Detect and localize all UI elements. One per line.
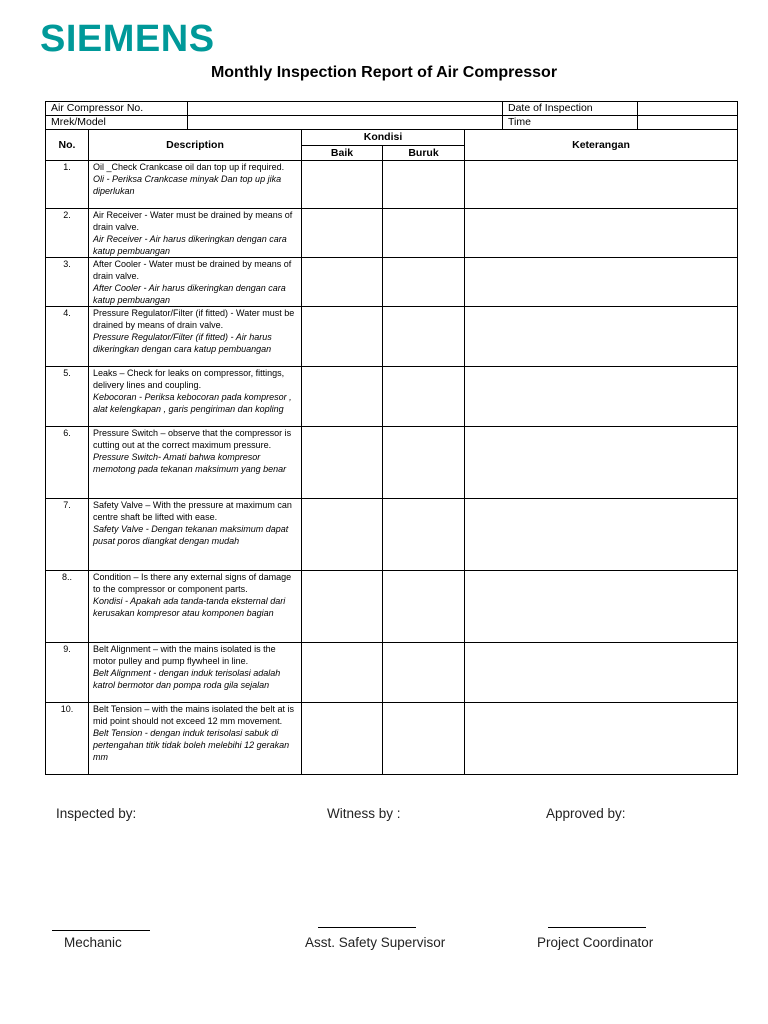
date-of-inspection-field[interactable] xyxy=(638,102,738,116)
description-english: Oil _Check Crankcase oil dan top up if required. xyxy=(93,162,285,172)
table-header-row xyxy=(46,130,738,146)
compressor-no-field[interactable] xyxy=(188,102,503,116)
table-row xyxy=(46,258,738,307)
description-english: Condition – Is there any external signs of damage to the compressor or component parts. xyxy=(93,572,292,594)
buruk-cell[interactable] xyxy=(383,643,465,703)
col-buruk-header: Buruk xyxy=(383,145,465,161)
row-number: 3. xyxy=(46,258,89,307)
project-coordinator-label: Project Coordinator xyxy=(537,935,654,950)
buruk-cell[interactable] xyxy=(383,258,465,307)
row-description xyxy=(89,703,302,775)
table-row xyxy=(46,307,738,367)
report-title: Monthly Inspection Report of Air Compressor xyxy=(210,64,558,81)
row-number: 8.. xyxy=(46,571,89,643)
row-number: 5. xyxy=(46,367,89,427)
buruk-cell[interactable] xyxy=(383,427,465,499)
row-description xyxy=(89,643,302,703)
description-english: Pressure Regulator/Filter (if fitted) - Water must be drained by means of drain valve. xyxy=(93,308,295,330)
description-indonesian: Belt Alignment - dengan induk terisolasi adalah katrol bermotor dan pompa roda gila sejalan xyxy=(93,668,281,690)
table-row xyxy=(46,703,738,775)
description-english: Air Receiver - Water must be drained by means of drain valve. xyxy=(93,210,293,232)
description-indonesian: Oli - Periksa Crankcase minyak Dan top up jika diperlukan xyxy=(93,174,282,196)
table-row xyxy=(46,571,738,643)
row-number: 2. xyxy=(46,209,89,258)
mechanic-signature-line xyxy=(52,930,150,931)
baik-cell[interactable] xyxy=(302,367,383,427)
baik-cell[interactable] xyxy=(302,161,383,209)
description-indonesian: Safety Valve - Dengan tekanan maksimum dapat pusat poros diangkat dengan mudah xyxy=(93,524,289,546)
description-english: Safety Valve – With the pressure at maximum can centre shaft be lifted with ease. xyxy=(93,500,292,522)
date-of-inspection-label: Date of Inspection xyxy=(503,102,638,116)
safety-supervisor-label: Asst. Safety Supervisor xyxy=(305,935,446,950)
table-row xyxy=(46,161,738,209)
row-description xyxy=(89,307,302,367)
supervisor-signature-line xyxy=(318,927,416,928)
keterangan-cell[interactable] xyxy=(465,499,738,571)
table-row xyxy=(46,499,738,571)
row-description xyxy=(89,161,302,209)
buruk-cell[interactable] xyxy=(383,307,465,367)
baik-cell[interactable] xyxy=(302,703,383,775)
inspected-by-label: Inspected by: xyxy=(56,806,137,821)
header-row-model xyxy=(46,116,738,130)
approved-by-label: Approved by: xyxy=(546,806,626,821)
header-row-compressor xyxy=(46,102,738,116)
row-description xyxy=(89,571,302,643)
time-field[interactable] xyxy=(638,116,738,130)
row-number: 6. xyxy=(46,427,89,499)
inspection-table xyxy=(45,129,738,775)
keterangan-cell[interactable] xyxy=(465,643,738,703)
row-number: 1. xyxy=(46,161,89,209)
baik-cell[interactable] xyxy=(302,427,383,499)
coordinator-signature-line xyxy=(548,927,646,928)
keterangan-cell[interactable] xyxy=(465,367,738,427)
row-description xyxy=(89,258,302,307)
row-number: 9. xyxy=(46,643,89,703)
row-description xyxy=(89,427,302,499)
description-english: After Cooler - Water must be drained by means of drain valve. xyxy=(93,259,292,281)
buruk-cell[interactable] xyxy=(383,499,465,571)
description-indonesian: Kondisi - Apakah ada tanda-tanda eksternal dari kerusakan kompresor atau komponen bagian xyxy=(93,596,286,618)
buruk-cell[interactable] xyxy=(383,209,465,258)
baik-cell[interactable] xyxy=(302,307,383,367)
baik-cell[interactable] xyxy=(302,209,383,258)
table-row xyxy=(46,367,738,427)
col-baik-header: Baik xyxy=(302,145,383,161)
inspection-rows xyxy=(46,161,738,775)
description-english: Belt Tension – with the mains isolated the belt at is mid point should not exceed 12 mm movement. xyxy=(93,704,294,726)
description-indonesian: Belt Tension - dengan induk terisolasi sabuk di pertengahan titik tidak boleh melebihi 12 gerakan mm xyxy=(93,728,290,762)
time-label: Time xyxy=(503,116,638,130)
description-indonesian: Pressure Switch- Amati bahwa kompresor memotong pada tekanan maksimum yang benar xyxy=(93,452,287,474)
description-indonesian: Air Receiver - Air harus dikeringkan dengan cara katup pembuangan xyxy=(93,234,287,256)
header-info-table xyxy=(45,101,738,130)
description-indonesian: After Cooler - Air harus dikeringkan dengan cara katup pembuangan xyxy=(93,283,286,305)
description-english: Belt Alignment – with the mains isolated is the motor pulley and pump flywheel in line. xyxy=(93,644,276,666)
buruk-cell[interactable] xyxy=(383,161,465,209)
buruk-cell[interactable] xyxy=(383,367,465,427)
keterangan-cell[interactable] xyxy=(465,307,738,367)
siemens-logo: SIEMENS xyxy=(40,18,215,60)
keterangan-cell[interactable] xyxy=(465,209,738,258)
description-english: Pressure Switch – observe that the compressor is cutting out at the correct maximum pressure. xyxy=(93,428,292,450)
description-indonesian: Kebocoran - Periksa kebocoran pada kompresor , alat kelengkapan , garis pengiriman dan kopling xyxy=(93,392,292,414)
row-description xyxy=(89,367,302,427)
col-keterangan-header: Keterangan xyxy=(465,130,738,161)
row-description xyxy=(89,209,302,258)
compressor-no-label: Air Compressor No. xyxy=(46,102,188,116)
model-field[interactable] xyxy=(188,116,503,130)
col-kondisi-header: Kondisi xyxy=(302,130,465,146)
baik-cell[interactable] xyxy=(302,258,383,307)
buruk-cell[interactable] xyxy=(383,703,465,775)
col-no-header: No. xyxy=(46,130,89,161)
table-row xyxy=(46,643,738,703)
table-row xyxy=(46,209,738,258)
witness-by-label: Witness by : xyxy=(327,806,401,821)
baik-cell[interactable] xyxy=(302,571,383,643)
baik-cell[interactable] xyxy=(302,499,383,571)
description-indonesian: Pressure Regulator/Filter (if fitted) - Air harus dikeringkan dengan cara katup pembuangan xyxy=(93,332,272,354)
baik-cell[interactable] xyxy=(302,643,383,703)
keterangan-cell[interactable] xyxy=(465,161,738,209)
keterangan-cell[interactable] xyxy=(465,703,738,775)
keterangan-cell[interactable] xyxy=(465,258,738,307)
table-row xyxy=(46,427,738,499)
row-number: 7. xyxy=(46,499,89,571)
mechanic-label: Mechanic xyxy=(64,935,122,950)
row-number: 10. xyxy=(46,703,89,775)
model-label: Mrek/Model xyxy=(46,116,188,130)
row-description xyxy=(89,499,302,571)
keterangan-cell[interactable] xyxy=(465,571,738,643)
description-english: Leaks – Check for leaks on compressor, fittings, delivery lines and coupling. xyxy=(93,368,285,390)
buruk-cell[interactable] xyxy=(383,571,465,643)
keterangan-cell[interactable] xyxy=(465,427,738,499)
row-number: 4. xyxy=(46,307,89,367)
col-description-header: Description xyxy=(89,130,302,161)
